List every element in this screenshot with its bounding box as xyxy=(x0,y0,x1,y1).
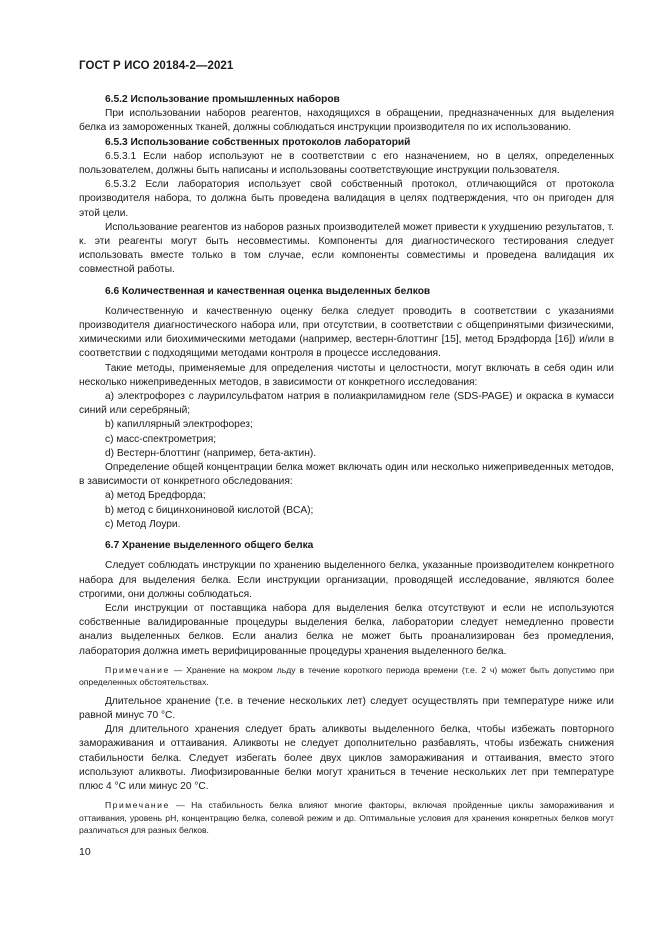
paragraph: Определение общей концентрации белка может включать один или несколько нижеприведенных методов, в зависимости от конкретного обследования: xyxy=(79,462,614,488)
paragraph: При использовании наборов реагентов, находящихся в обращении, предназначенных для выделения белка из замороженных тканей, должны соблюдаться инструкции производителя по их использованию. xyxy=(79,108,614,134)
section-6-7-heading: 6.7 Хранение выделенного общего белка xyxy=(105,540,314,552)
page-number: 10 xyxy=(79,846,91,858)
list-item: a) метод Бредфорда; xyxy=(105,490,206,502)
document-body xyxy=(79,93,614,843)
paragraph: Длительное хранение (т.е. в течение нескольких лет) следует осуществлять при температуре ниже или равной минус 70 °С. xyxy=(79,695,614,721)
paragraph: Количественную и качественную оценку белка следует проводить в соответствии с указаниями производителя диагностического набора или, при отсутствии, в соответствии с общепринятыми физическими, химическими или биохимическими методами (например, вестерн-блоттинг [15], метод Брэдфорда [16]) и/или в соответствии с подходящими методами контроля в процессе исследования. xyxy=(79,305,614,360)
note xyxy=(79,664,614,689)
note-text: — На стабильность белка влияют многие факторы, включая пройденные циклы замораживания и оттаивания, уровень pH, концентрацию белка, солевой режим и др. Оптимальные условия для хранения конкретных белков могут различаться для разных белков. xyxy=(79,800,614,836)
list-item: a) электрофорез с лаурилсульфатом натрия в полиакриламидном геле (SDS-PAGE) и окраска в кумасси синий или серебряный; xyxy=(79,391,614,417)
paragraph: 6.5.3.2 Если лаборатория использует свой собственный протокол, отличающийся от протокола производителя набора, то должна быть проведена валидация в целях подтверждения, что он пригоден для этой цели. xyxy=(79,179,614,219)
list-item: c) Метод Лоури. xyxy=(105,518,181,530)
section-6-5-2-heading: 6.5.2 Использование промышленных наборов xyxy=(105,94,340,105)
note-label: Примечание xyxy=(105,800,170,811)
note-text: — Хранение на мокром льду в течение короткого периода времени (т.е. 2 ч) может быть допустимо при определенных обстоятельствах. xyxy=(79,664,614,688)
list-item: b) метод с бицинхониновой кислотой (BCA); xyxy=(105,504,314,516)
paragraph: Если инструкции от поставщика набора для выделения белка отсутствуют и если не используются собственные валидированные процедуры выделения белка, лаборатории следует немедленно провести анализ выделенных белков. Если анализ белка не может быть проанализирован без промедления, лаборатория должна иметь верифицированные процедуры хранения выделенного белка. xyxy=(79,602,614,657)
paragraph: Такие методы, применяемые для определения чистоты и целостности, могут включать в себя один или несколько нижеприведенных методов, в зависимости от конкретного исследования: xyxy=(79,362,614,388)
paragraph: Использование реагентов из наборов разных производителей может привести к ухудшению результатов, т. к. эти реагенты могут быть несовместимы. Компоненты для диагностического тестирования следует использовать вместе только в том случае, если компоненты совместимы и проведена валидация их совместной работы. xyxy=(79,221,614,276)
paragraph: 6.5.3.1 Если набор используют не в соответствии с его назначением, но в целях, определенных пользователем, должны быть написаны и использованы соответствующие инструкции пользователя. xyxy=(79,150,614,177)
list-item: d) Вестерн-блоттинг (например, бета-актин). xyxy=(105,447,317,459)
paragraph: Для длительного хранения следует брать аликвоты выделенного белка, чтобы избежать повторного замораживания и оттаивания. Аликвоты не следует дополнительно разбавлять, чтобы избежать снижения стабильности белка. Следует избегать более двух циклов замораживания и оттаивания, вместо этого используют аликвоты. Лиофизированные белки могут храниться в течение нескольких лет при температуре плюс 4 °С или минус 20 °С. xyxy=(79,724,614,792)
section-6-6-heading: 6.6 Количественная и качественная оценка выделенных белков xyxy=(105,285,431,297)
paragraph: Следует соблюдать инструкции по хранению выделенного белка, указанные производителем конкретного набора для выделения белка. Если инструкции организации, проводящей исследование, являются более строгими, они должны соблюдаться. xyxy=(79,560,614,600)
section-6-5-3-heading: 6.5.3 Использование собственных протоколов лабораторий xyxy=(105,136,411,148)
list-item: b) капиллярный электрофорез; xyxy=(105,419,253,431)
note xyxy=(79,799,614,837)
standard-header: ГОСТ Р ИСО 20184-2—2021 xyxy=(79,60,234,72)
list-item: c) масс-спектрометрия; xyxy=(105,433,217,445)
note-label: Примечание xyxy=(105,664,170,675)
